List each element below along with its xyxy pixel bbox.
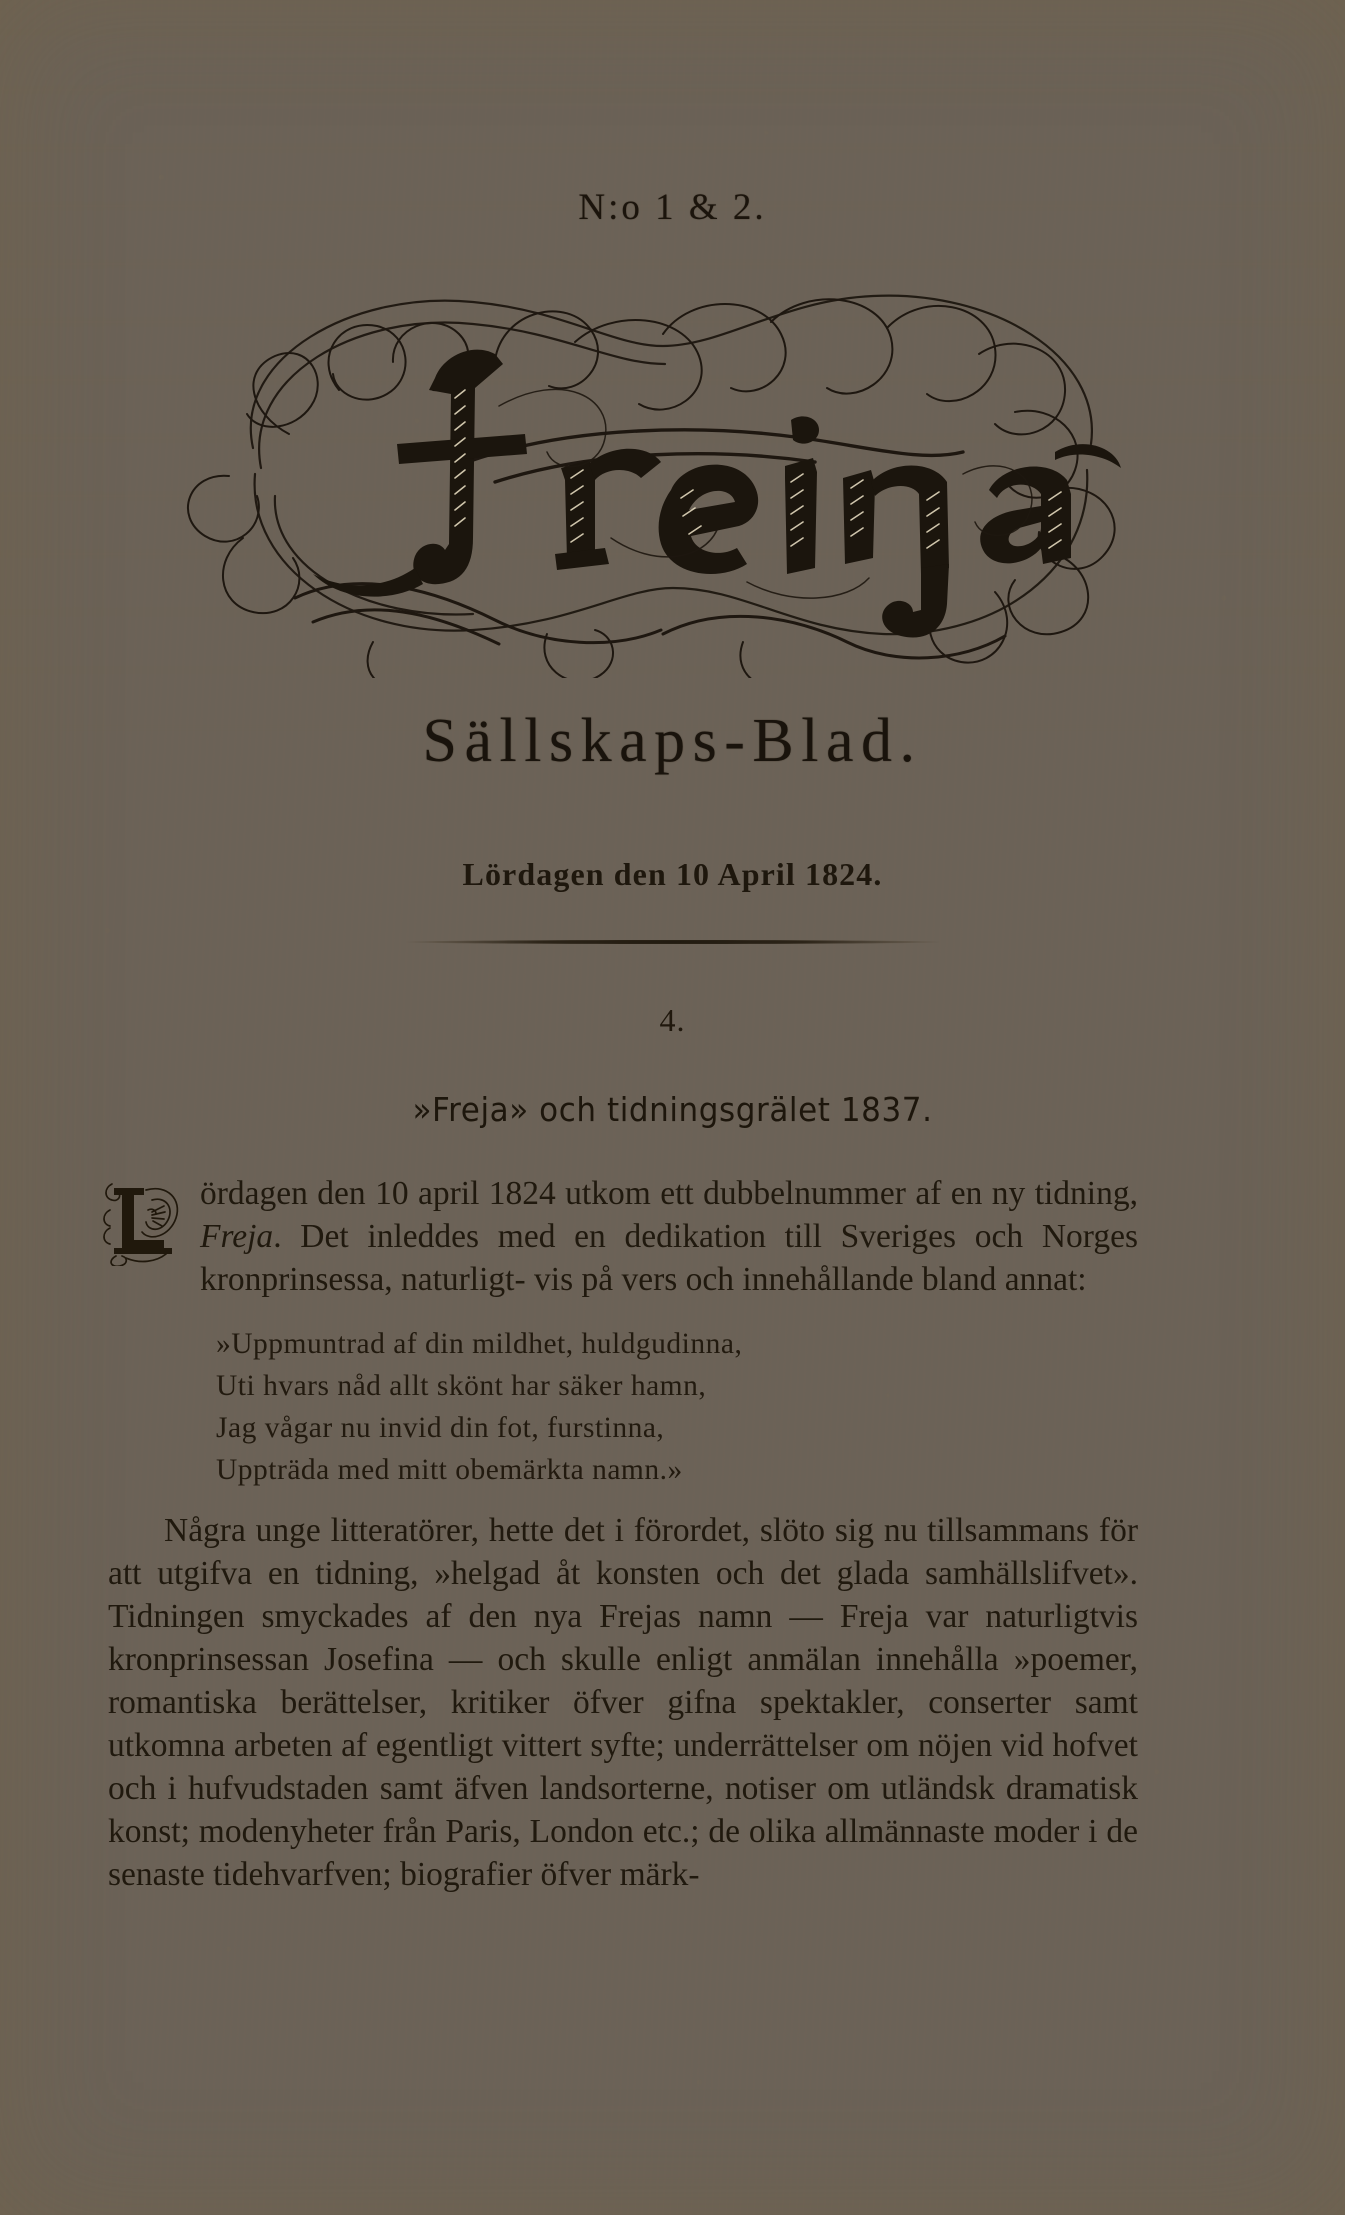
- lede-line-4: vis på vers och innehållande bland annat:: [534, 1261, 1087, 1298]
- article-heading: »Freja» och tidningsgrälet 1837.: [412, 1090, 933, 1129]
- lede-paragraph: [108, 1172, 1138, 1301]
- freja-masthead-logo: [143, 238, 1203, 678]
- publication-date: Lördagen den 10 April 1824.: [462, 856, 883, 892]
- header-divider-rule: [406, 940, 940, 944]
- work-title-freja: Freja: [200, 1218, 274, 1255]
- drop-cap-l-icon: [102, 1174, 194, 1266]
- verse-block: [216, 1323, 1138, 1491]
- publication-title: Sällskaps-Blad.: [422, 707, 923, 775]
- article-body: [108, 1172, 1138, 1896]
- verse-line: Uti hvars nåd allt skönt har säker hamn,: [216, 1370, 707, 1402]
- verse-line: Jag vågar nu invid din fot, furstinna,: [216, 1412, 665, 1444]
- lede-line-1: ördagen den 10 april 1824 utkom ett dubbelnummer: [200, 1175, 906, 1212]
- section-number: 4.: [659, 1002, 686, 1038]
- issue-number: N:o 1 & 2.: [578, 187, 767, 228]
- body-paragraph: Några unge litteratörer, hette det i förordet, slöto sig nu tillsammans för att utgifva en tidning, »helgad åt konsten och det glada samhällslifvet». Tidningen smyckades af den nya Frejas namn — Freja var naturligtvis kronprinsessan Josefina — och skulle enligt anmälan innehålla »poemer, romantiska berättelser, kritiker öfver gifna spektakler, conserter samt utkomna arbeten af egentligt vittert syfte; underrättelser om nöjen vid hofvet och i hufvudstaden samt äfven landsorterne, notiser om utländsk dramatisk konst; modenyheter från Paris, London etc.; de olika allmännaste moder i de senaste tidehvarfven; biografier öfver märk-: [108, 1512, 1138, 1893]
- lede-line-2-b: . Det inleddes med en: [273, 1218, 606, 1255]
- verse-line: Uppträda med mitt obemärkta namn.»: [216, 1454, 683, 1486]
- lede-line-2-a: af en ny tidning,: [915, 1175, 1138, 1212]
- verse-line: »Uppmuntrad af din mildhet, huldgudinna,: [216, 1328, 743, 1360]
- lede-line-3: dedikation till Sveriges och Norges kronprinsessa, naturligt-: [200, 1218, 1138, 1298]
